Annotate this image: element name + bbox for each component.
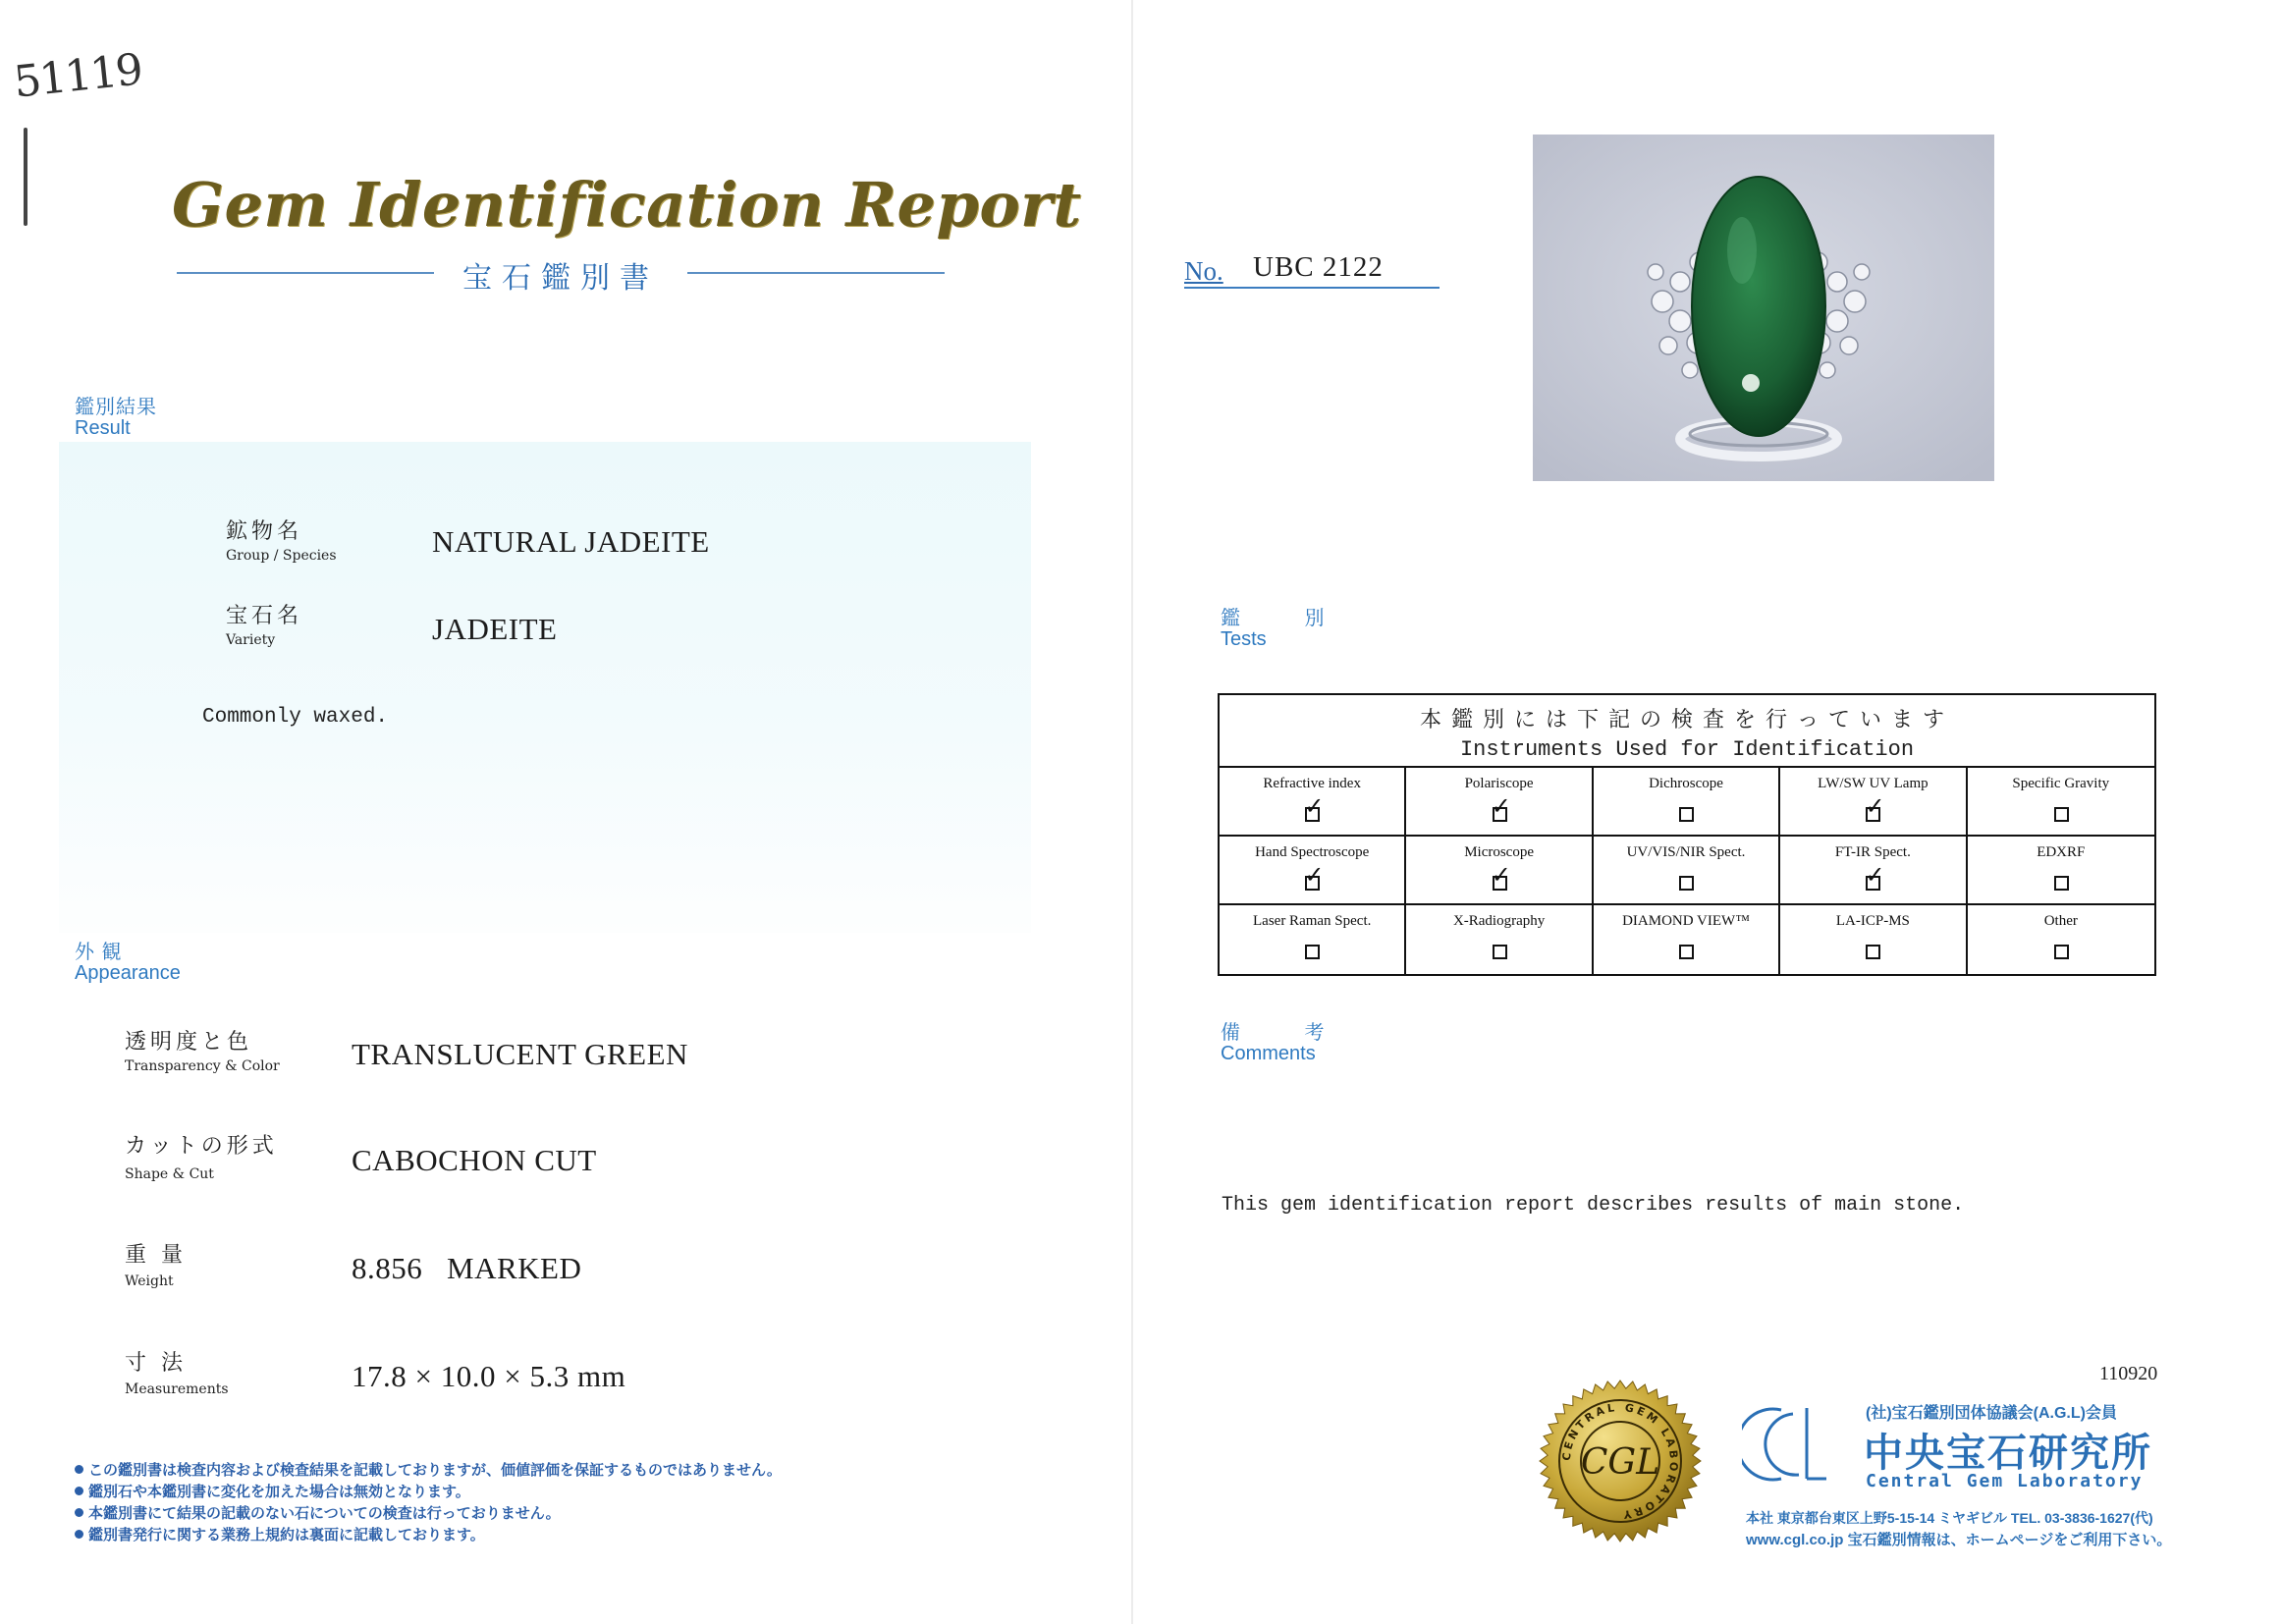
result-note: Commonly waxed. [202, 706, 389, 729]
checkmark-icon: ✓ [1865, 861, 1885, 889]
comments-text: This gem identification report describes results of main stone. [1222, 1194, 1965, 1217]
footnote-text: 鑑別石や本鑑別書に変化を加えた場合は無効となります。 [88, 1483, 470, 1500]
footnote-item [75, 1481, 978, 1502]
checkmark-icon: ✓ [1865, 792, 1885, 820]
checkbox-icon [2054, 807, 2069, 822]
instrument-cell [1968, 768, 2154, 837]
group-label-jp: 鉱物名 [226, 519, 303, 544]
weight-label-jp: 重 量 [125, 1243, 187, 1268]
checkmark-icon: ✓ [1491, 861, 1511, 889]
subtitle-row [177, 253, 945, 296]
instrument-label: FT-IR Spect. [1834, 844, 1911, 860]
lab-name-jp: 中央宝石研究所 [1864, 1431, 2152, 1476]
instrument-cell [1594, 837, 1780, 905]
appearance-label-en: Appearance [75, 962, 181, 984]
tests-label-jp: 鑑 別 [1221, 608, 1354, 629]
lab-seal [1539, 1380, 1702, 1543]
gold-seal-icon [1539, 1380, 1702, 1543]
checkbox-icon [1679, 876, 1694, 891]
variety-label-en: Variety [226, 632, 276, 648]
tests-label-en: Tests [1221, 628, 1267, 650]
instrument-label: X-Radiography [1452, 913, 1546, 929]
background-tint [59, 442, 1031, 933]
instrument-label: Specific Gravity [2012, 776, 2110, 791]
result-section-label [75, 398, 157, 439]
instrument-cell [1780, 905, 1967, 974]
handwritten-mark [24, 128, 27, 226]
checkbox-icon [1679, 807, 1694, 822]
subtitle-rule-left [177, 272, 434, 274]
lab-address: 本社 東京都台東区上野5-15-14 ミヤギビル TEL. 03-3836-1627(代) [1746, 1510, 2153, 1526]
report-subtitle: 宝石鑑別書 [462, 261, 659, 296]
instrument-cell [1220, 905, 1406, 974]
checkbox-icon [1679, 945, 1694, 959]
instrument-label: Laser Raman Spect. [1253, 913, 1372, 929]
cgl-logo-icon [1742, 1400, 1830, 1489]
instrument-cell [1406, 837, 1593, 905]
subtitle-rule-right [687, 272, 945, 274]
instruments-grid [1220, 768, 2154, 974]
appearance-section-label [75, 943, 181, 984]
instruments-table-header [1220, 695, 2154, 768]
result-label-jp: 鑑別結果 [75, 397, 157, 418]
instrument-label: Other [2043, 913, 2078, 929]
instrument-label: Hand Spectroscope [1255, 844, 1370, 860]
instrument-cell [1968, 905, 2154, 974]
instruments-header-en: Instruments Used for Identification [1459, 737, 1915, 762]
footnote-item [75, 1502, 978, 1524]
instrument-cell [1406, 905, 1593, 974]
checkmark-icon: ✓ [1304, 861, 1325, 889]
instrument-label: Polariscope [1464, 776, 1534, 791]
footnote-item [75, 1524, 978, 1545]
measure-label-jp: 寸 法 [125, 1351, 187, 1376]
checkbox-icon [1493, 945, 1507, 959]
comments-section-label [1221, 1023, 1354, 1064]
lab-website: www.cgl.co.jp 宝石鑑別情報は、ホームページをご利用下さい。 [1746, 1532, 2172, 1548]
checkbox-icon [2054, 876, 2069, 891]
group-value: NATURAL JADEITE [432, 524, 710, 559]
footnote-item [75, 1459, 978, 1481]
transparency-label-jp: 透明度と色 [125, 1030, 253, 1055]
comments-label-en: Comments [1221, 1043, 1316, 1064]
lab-name-en: Central Gem Laboratory [1866, 1471, 2144, 1491]
footnote-text: この鑑別書は検査内容および検査結果を記載しておりますが、価値評価を保証するものではありません。 [88, 1461, 782, 1479]
variety-value: JADEITE [432, 612, 558, 646]
variety-label-jp: 宝石名 [226, 604, 303, 628]
shape-label-en: Shape & Cut [125, 1166, 214, 1182]
result-label-en: Result [75, 417, 131, 439]
bullet-icon [75, 1487, 83, 1495]
bullet-icon [75, 1465, 83, 1474]
handwritten-number: 51119 [11, 44, 144, 108]
instrument-cell [1220, 837, 1406, 905]
shape-label-jp: カットの形式 [125, 1134, 278, 1159]
footnote-text: 鑑別書発行に関する業務上規約は裏面に記載しております。 [88, 1526, 485, 1543]
instruments-header-jp: 本鑑別には下記の検査を行っています [1419, 708, 1954, 732]
seal-text: CENTRAL GEM LABORATORY [1559, 1400, 1681, 1522]
comments-label-jp: 備 考 [1221, 1022, 1354, 1044]
weight-label-en: Weight [125, 1273, 174, 1289]
agl-membership: (社)宝石鑑別団体協議会(A.G.L)会員 [1866, 1405, 2117, 1422]
instruments-table [1218, 693, 2156, 976]
measure-label-en: Measurements [125, 1381, 229, 1397]
instrument-cell [1968, 837, 2154, 905]
transparency-label-en: Transparency & Color [125, 1058, 280, 1074]
checkmark-icon: ✓ [1491, 792, 1511, 820]
report-number-label: No. [1184, 256, 1223, 286]
instrument-label: DIAMOND VIEW™ [1622, 913, 1750, 929]
instrument-label: LW/SW UV Lamp [1818, 776, 1929, 791]
cgl-logo [1742, 1400, 1830, 1489]
instrument-cell [1594, 905, 1780, 974]
instrument-label: Refractive index [1263, 776, 1361, 791]
report-number [1184, 247, 1440, 289]
checkbox-icon [1866, 945, 1880, 959]
instrument-cell [1406, 768, 1593, 837]
seal-monogram: CGL [1580, 1442, 1660, 1483]
transparency-value: TRANSLUCENT GREEN [352, 1037, 688, 1071]
gem-photo [1533, 135, 1994, 481]
checkmark-icon: ✓ [1304, 792, 1325, 820]
appearance-label-jp: 外 観 [75, 942, 123, 963]
report-title: Gem Identification Report [172, 169, 1082, 241]
report-number-value: UBC 2122 [1253, 251, 1384, 283]
instrument-cell [1220, 768, 1406, 837]
instrument-label: LA-ICP-MS [1835, 913, 1910, 929]
instrument-label: Dichroscope [1649, 776, 1723, 791]
measure-value: 17.8 × 10.0 × 5.3 mm [352, 1359, 626, 1393]
shape-value: CABOCHON CUT [352, 1143, 597, 1177]
bullet-icon [75, 1508, 83, 1517]
jade-ring-image [1533, 135, 1994, 481]
instrument-cell [1594, 768, 1780, 837]
footnote-text: 本鑑別書にて結果の記載のない石についての検査は行っておりません。 [88, 1504, 561, 1522]
footnotes [75, 1459, 978, 1545]
instrument-label: UV/VIS/NIR Spect. [1626, 844, 1746, 860]
tests-section-label [1221, 609, 1354, 650]
checkbox-icon [2054, 945, 2069, 959]
instrument-label: EDXRF [2037, 844, 2086, 860]
bullet-icon [75, 1530, 83, 1539]
report-code: 110920 [2099, 1363, 2158, 1384]
page-fold [1131, 0, 1133, 1624]
instrument-cell [1780, 768, 1967, 837]
weight-value: 8.856 MARKED [352, 1251, 582, 1285]
group-label-en: Group / Species [226, 548, 337, 564]
instrument-label: Microscope [1464, 844, 1534, 860]
instrument-cell [1780, 837, 1967, 905]
checkbox-icon [1305, 945, 1320, 959]
